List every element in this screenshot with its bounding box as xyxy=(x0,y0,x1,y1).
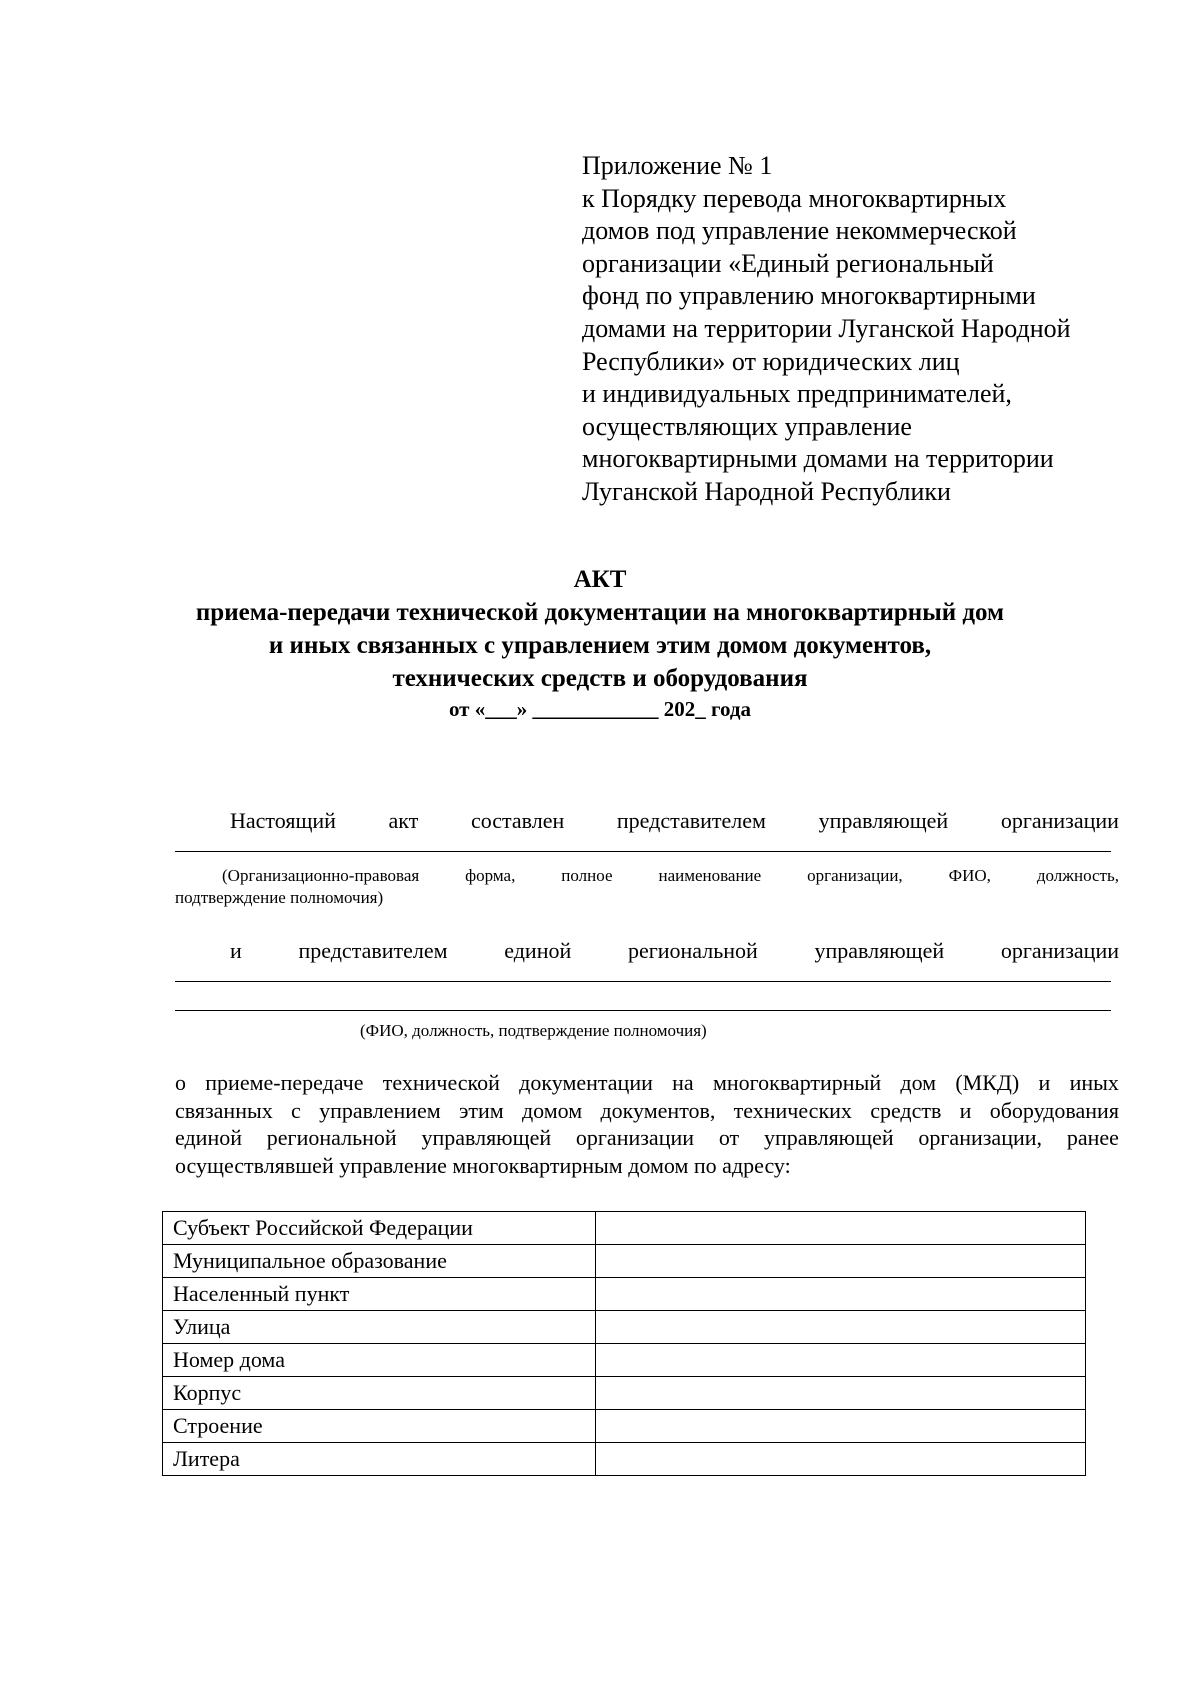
word: и xyxy=(1038,1070,1051,1095)
word: управлением xyxy=(319,1097,441,1123)
appendix-line: домов под управление некоммерческой xyxy=(582,216,1017,246)
word: приеме-передаче xyxy=(205,1070,364,1095)
appendix-line: домами на территории Луганской Народной xyxy=(582,313,1071,343)
table-row xyxy=(163,1278,1086,1311)
fill-in-line xyxy=(175,1010,1111,1011)
row-value xyxy=(596,1344,1086,1377)
word: этим xyxy=(458,1097,504,1123)
paragraph-line xyxy=(175,1152,1119,1180)
word: осуществлявшей управление многоквартирным домом по адресу: xyxy=(175,1152,791,1178)
word: должность, xyxy=(1036,866,1119,885)
appendix-line: Луганской Народной Республики xyxy=(582,476,951,506)
note-1-line-1 xyxy=(175,866,1119,886)
appendix-line: и индивидуальных предпринимателей, xyxy=(582,379,1012,409)
address-table xyxy=(162,1211,1086,1476)
table-row xyxy=(163,1311,1086,1344)
word: с xyxy=(291,1097,301,1123)
word: (МКД) xyxy=(955,1070,1020,1095)
document-title xyxy=(0,563,1200,724)
word: дом xyxy=(900,1070,937,1095)
row-label: Литера xyxy=(163,1443,596,1476)
word: наименование xyxy=(658,866,762,885)
word: организации xyxy=(1000,938,1119,963)
word: составлен xyxy=(470,808,565,833)
row-label: Субъект Российской Федерации xyxy=(163,1212,596,1245)
word: ранее xyxy=(1066,1125,1119,1151)
word: акт xyxy=(388,808,419,833)
row-value xyxy=(596,1245,1086,1278)
title-heading: АКТ xyxy=(573,566,627,593)
word: представителем xyxy=(616,808,766,833)
row-label: Улица xyxy=(163,1311,596,1344)
appendix-line: к Порядку перевода многоквартирных xyxy=(582,183,1007,213)
note-1-line-2: подтверждение полномочия) xyxy=(175,888,384,907)
fill-in-line xyxy=(175,981,1111,982)
row-value xyxy=(596,1410,1086,1443)
row-label: Муниципальное образование xyxy=(163,1245,596,1278)
appendix-line: фонд по управлению многоквартирными xyxy=(582,281,1036,311)
word: единой xyxy=(504,938,572,963)
appendix-block xyxy=(582,150,1142,509)
word: региональной xyxy=(266,1125,397,1151)
word: управляющей xyxy=(763,1125,894,1151)
table-row xyxy=(163,1377,1086,1410)
word: единой xyxy=(175,1125,242,1151)
word: управляющей xyxy=(421,1125,552,1151)
note-2: (ФИО, должность, подтверждение полномочия) xyxy=(360,1021,707,1040)
paragraph-line xyxy=(175,1069,1119,1097)
word: многоквартирный xyxy=(712,1070,882,1095)
word: от xyxy=(718,1125,740,1151)
word: документации xyxy=(519,1070,653,1095)
intro-line-2 xyxy=(175,938,1119,964)
word: Настоящий xyxy=(230,808,336,833)
fill-in-line xyxy=(175,851,1111,852)
row-label: Номер дома xyxy=(163,1344,596,1377)
appendix-line: Республики» от юридических лиц xyxy=(582,346,960,376)
word: на xyxy=(672,1070,694,1095)
row-label: Населенный пункт xyxy=(163,1278,596,1311)
word: и xyxy=(230,938,242,963)
word: (Организационно-правовая xyxy=(222,866,420,885)
table-row xyxy=(163,1410,1086,1443)
word: управляющей xyxy=(814,938,945,963)
word: средств xyxy=(870,1097,942,1123)
body-paragraph xyxy=(175,1069,1119,1179)
row-value xyxy=(596,1278,1086,1311)
table-row xyxy=(163,1443,1086,1476)
table-row xyxy=(163,1245,1086,1278)
word: организации xyxy=(1000,808,1119,833)
word: представителем xyxy=(298,938,448,963)
appendix-line: организации «Единый региональный xyxy=(582,248,994,278)
row-value xyxy=(596,1443,1086,1476)
appendix-line: осуществляющих управление xyxy=(582,411,912,441)
title-subtitle-line: и иных связанных с управлением этим домом документов, xyxy=(268,632,932,659)
word: документов, xyxy=(600,1097,716,1123)
word: ФИО, xyxy=(948,866,991,885)
appendix-line: многоквартирными домами на территории xyxy=(582,444,1054,474)
word: организации, xyxy=(918,1125,1043,1151)
table-row xyxy=(163,1344,1086,1377)
word: технической xyxy=(382,1070,500,1095)
word: и xyxy=(959,1097,972,1123)
word: форма, xyxy=(465,866,516,885)
row-value xyxy=(596,1377,1086,1410)
paragraph-line xyxy=(175,1124,1119,1152)
row-value xyxy=(596,1311,1086,1344)
paragraph-line xyxy=(175,1097,1119,1125)
intro-line-1 xyxy=(175,808,1119,834)
word: оборудования xyxy=(989,1097,1119,1123)
word: полное xyxy=(561,866,613,885)
word: организации xyxy=(575,1125,695,1151)
title-date-line: от «___» ____________ 202_ года xyxy=(448,697,752,721)
word: организации, xyxy=(807,866,903,885)
row-label: Корпус xyxy=(163,1377,596,1410)
table-row xyxy=(163,1212,1086,1245)
word: иных xyxy=(1069,1070,1119,1095)
word: связанных xyxy=(175,1097,273,1123)
title-subtitle-line: приема-передачи технической документации на многоквартирный дом xyxy=(195,599,1005,626)
row-label: Строение xyxy=(163,1410,596,1443)
title-subtitle-line: технических средств и оборудования xyxy=(392,665,808,692)
appendix-line: Приложение № 1 xyxy=(582,151,773,180)
word: технических xyxy=(733,1097,852,1123)
word: региональной xyxy=(627,938,758,963)
word: домом xyxy=(521,1097,583,1123)
word: управляющей xyxy=(818,808,949,833)
word: о xyxy=(175,1070,186,1095)
row-value xyxy=(596,1212,1086,1245)
